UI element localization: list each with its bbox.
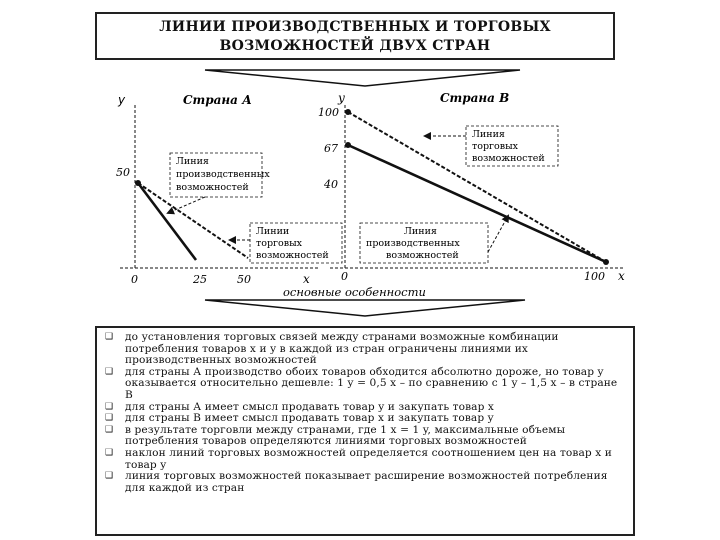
list-item-text: для страны А производство обоих товаров обходится абсолютно дороже, но товар y оказывается относительно дешевле: 1 y = 0,5 x – по сравнению с 1 y – 1,5 x – в стране В [125,365,618,401]
country-a-trade-label-1: Линии [256,226,290,237]
list-item [105,471,623,494]
country-b-production-label-2: производственных [366,238,460,249]
country-b-trade-label-1: Линия [472,129,505,140]
country-b-production-label [360,216,508,263]
title-line-2: ВОЗМОЖНОСТЕЙ ДВУХ СТРАН [219,38,491,54]
list-item-text: для страны А имеет смысл продавать товар y и закупать товар x [125,400,494,413]
list-item-text: наклон линий торговых возможностей определяется соотношением цен на товар x и товар y [125,446,612,471]
bullet-square-icon: ❑ [105,424,114,435]
country-b-x-intercept-point [603,259,609,265]
country-a-production-label-2: производственных [176,169,270,180]
country-a-x-label: x [303,272,310,286]
country-b-trade-label [425,126,558,166]
country-b-y-tick-100: 100 [318,106,339,119]
caption-arrow-icon [205,300,525,316]
bullet-square-icon: ❑ [105,332,114,342]
list-item-text: в результате торговли между странами, где 1 x = 1 y, максимальные объемы потребления товаров определяются линиями торговых возможностей [125,423,566,448]
country-a-x-tick-0: 0 [131,273,138,286]
country-a-trade-label [230,223,342,263]
country-b-x-label: x [618,269,625,283]
title-box [95,12,615,60]
country-a-production-label [168,153,270,213]
country-a-y-tick-50: 50 [116,166,130,179]
list-item [105,425,623,448]
bullet-square-icon: ❑ [105,413,114,424]
country-a-title: Страна А [183,93,252,107]
country-b-trade-label-2: торговых [472,141,519,152]
country-a-intercept-point [135,180,141,186]
country-b-y-label: y [338,91,345,105]
title-arrow-icon [205,70,520,86]
country-b-trade-intercept-point [345,109,351,115]
country-a-trade-label-3: возможностей [256,250,329,261]
bullet-square-icon: ❑ [105,366,114,377]
country-a-production-label-1: Линия [176,156,209,167]
country-b-trade-label-3: возможностей [472,153,545,164]
diagram [0,60,720,330]
list-item [105,367,623,402]
country-a-production-label-3: возможностей [176,182,249,193]
bullet-square-icon: ❑ [105,447,114,458]
list-item-text: для страны В имеет смысл продавать товар x и закупать товар y [125,412,494,425]
list-item [105,413,623,425]
country-b-y-tick-40: 40 [324,178,338,191]
list-item [105,448,623,471]
list-item-text: линия торговых возможностей показывает расширение возможностей потребления для каждой из стран [125,470,608,494]
country-b-x-tick-100: 100 [584,270,605,283]
title-line-1: ЛИНИИ ПРОИЗВОДСТВЕННЫХ И ТОРГОВЫХ [159,19,551,35]
list-item [105,332,623,367]
country-b-production-intercept-point [345,142,351,148]
list-item-text: до установления торговых связей между странами возможные комбинации потребления товаров x и y в каждой из стран ограничены линиями их производственных возможностей [125,331,559,367]
country-b-production-label-1: Линия [404,226,437,237]
country-b-title: Страна В [440,91,510,105]
country-a-x-tick-50: 50 [237,273,251,286]
country-b-production-label-3: возможностей [386,250,459,261]
diagram-caption: основные особенности [283,285,426,299]
country-a-x-tick-25: 25 [193,273,207,286]
country-a-trade-label-2: торговых [256,238,303,249]
country-b-x-tick-0: 0 [341,270,348,283]
features-list [95,326,635,536]
bullet-square-icon: ❑ [105,471,114,482]
country-b-y-tick-67: 67 [324,142,338,155]
country-a-y-label: y [118,93,126,107]
bullet-square-icon: ❑ [105,401,114,412]
